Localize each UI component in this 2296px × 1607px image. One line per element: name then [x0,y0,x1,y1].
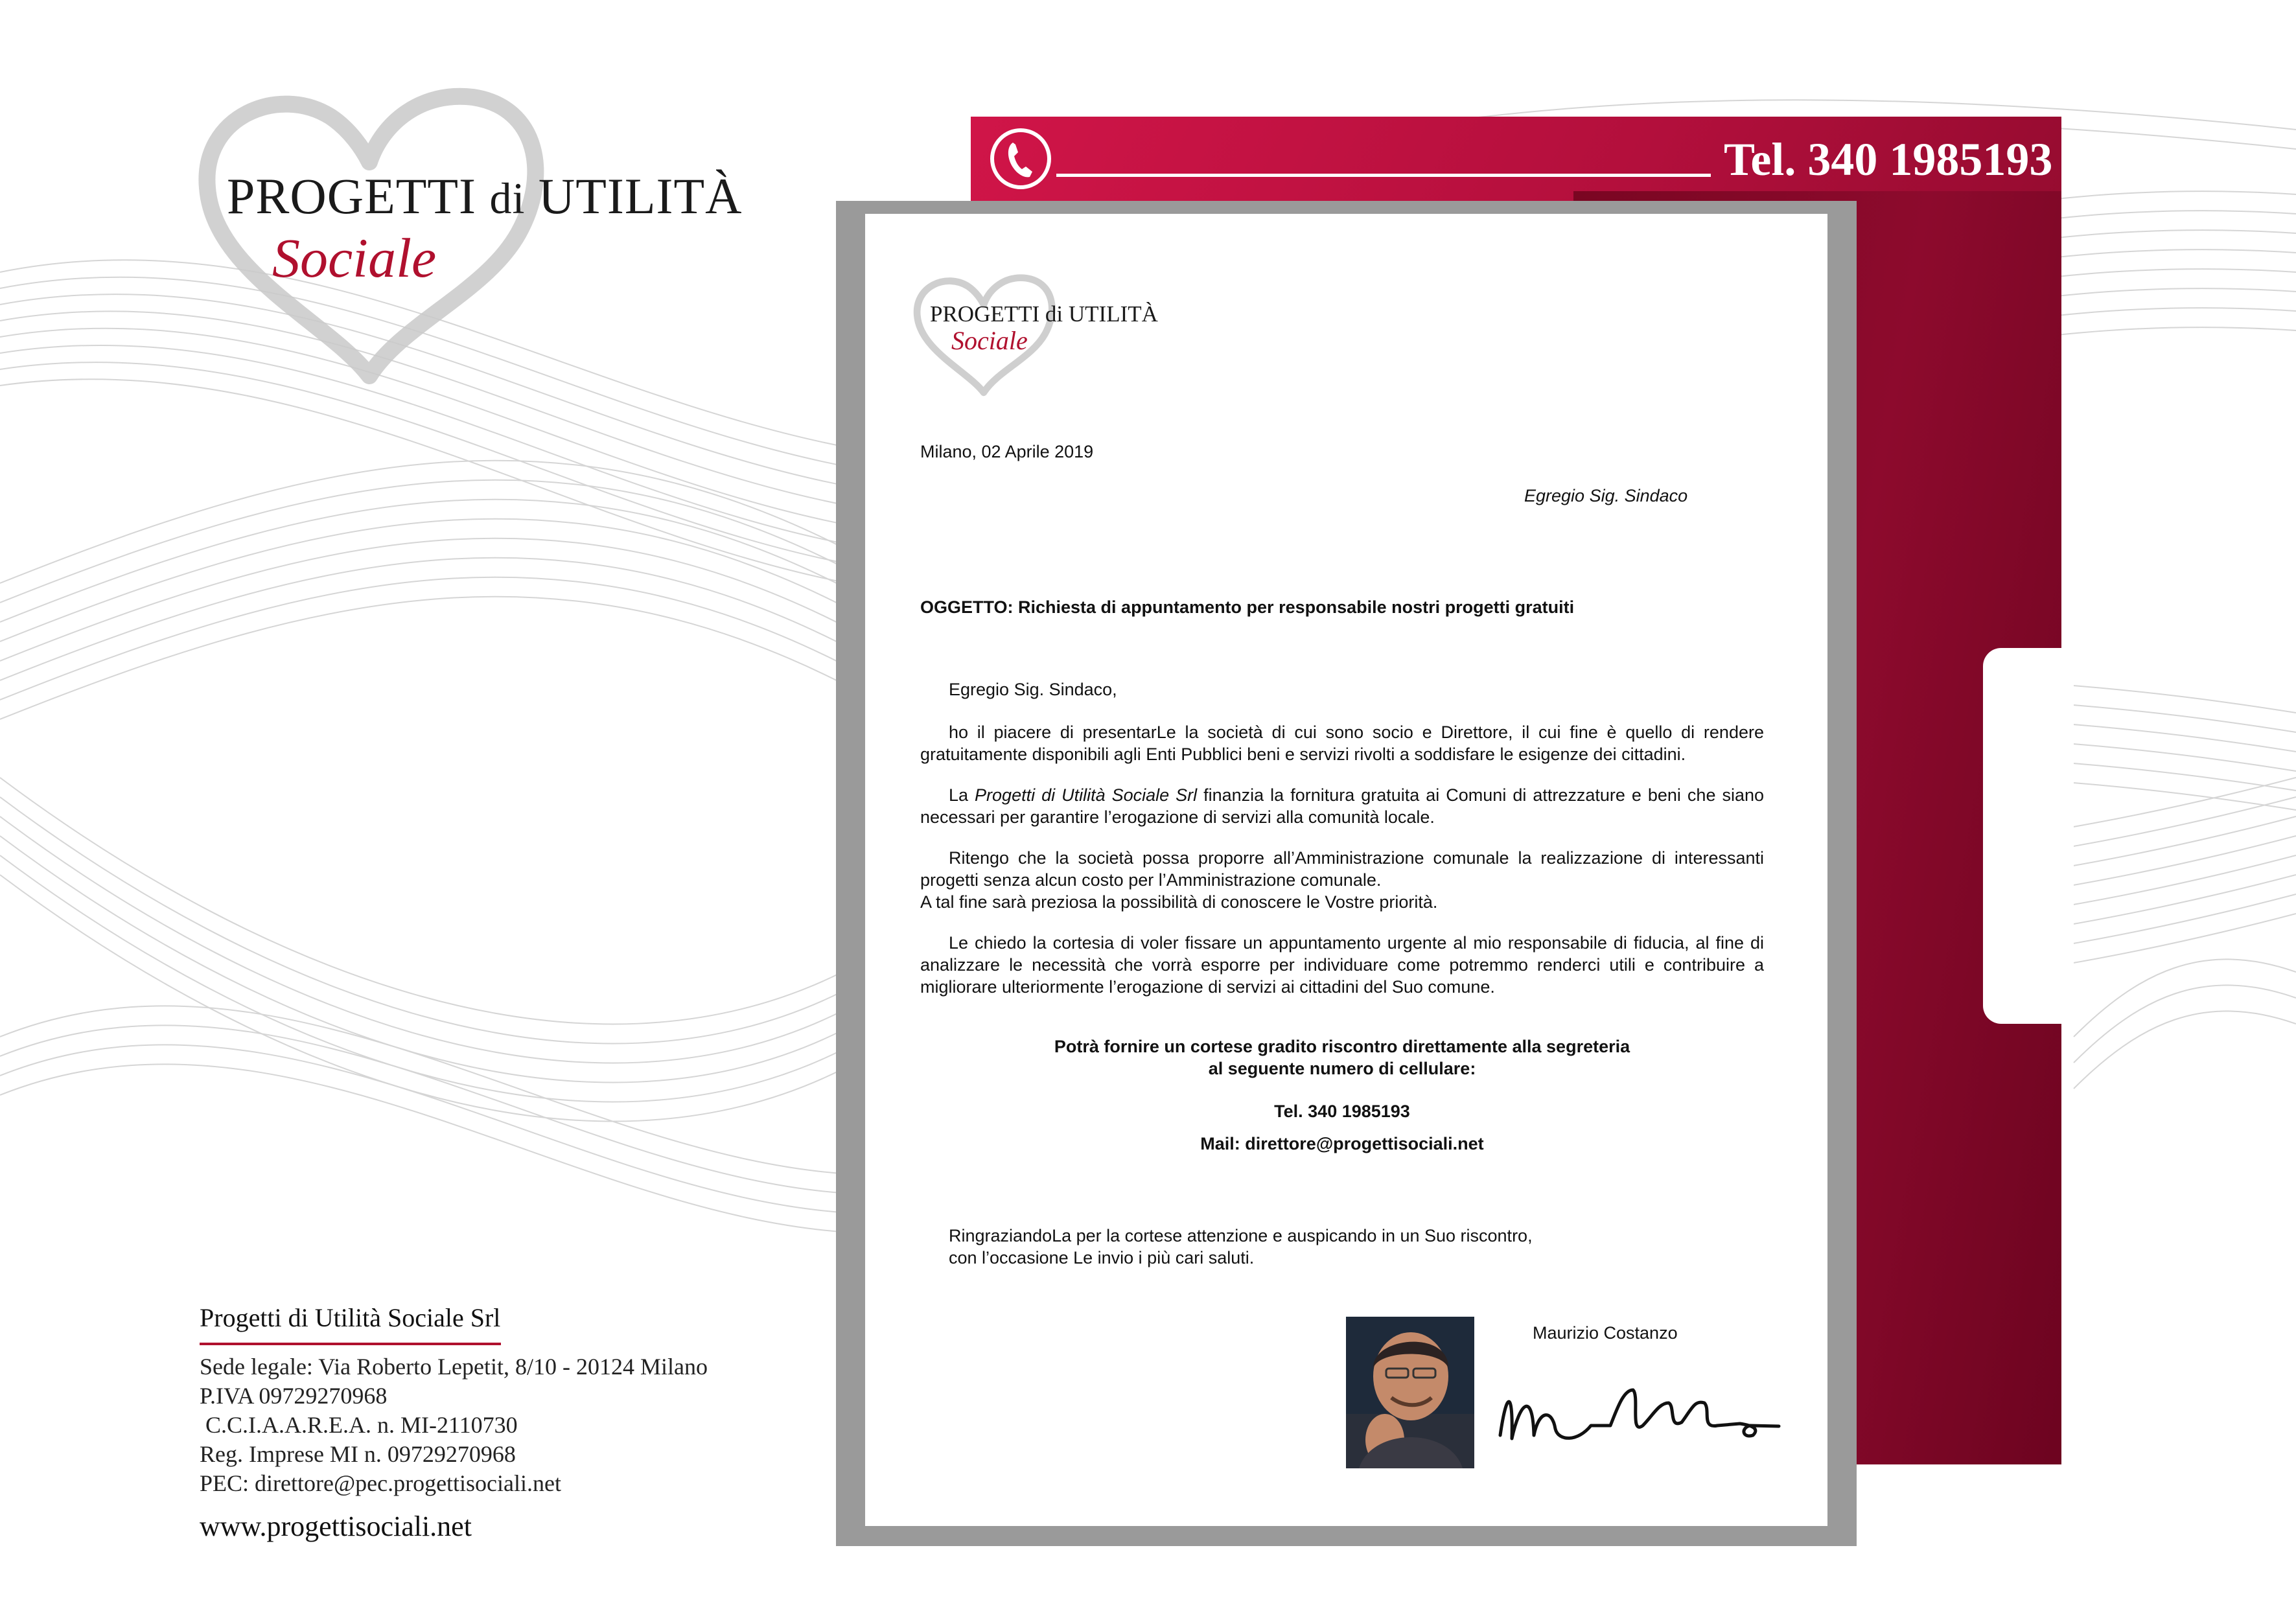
letter-paragraph-1: ho il piacere di presentarLe la società di cui sono socio e Direttore, il cui fine è quello di rendere gratuitamente disponibili agli Enti Pubblici beni e servizi rivolti a soddisfare le esigenze dei cittadini. [920,723,1764,764]
letter-recipient: Egregio Sig. Sindaco [1524,486,1688,505]
letter-brand-title: PROGETTI di UTILITÀ [930,301,1158,327]
letter-subject: OGGETTO: Richiesta di appuntamento per responsabile nostri progetti gratuiti [920,597,1575,617]
letter-brand-subtitle: Sociale [951,326,1028,355]
company-name: Progetti di Utilità Sociale Srl [200,1303,501,1332]
brand-title: PROGETTI di UTILITÀ [227,168,743,224]
letter-greeting: Egregio Sig. Sindaco, [949,680,1117,699]
letter-paragraph-2: La Progetti di Utilità Sociale Srl finanzia la fornitura gratuita ai Comuni di attrezzature e beni che siano necessari per garantire l’erogazione di servizi alla comunità locale. [920,785,1764,827]
letter-closing-2: con l’occasione Le invio i più cari saluti. [949,1248,1255,1267]
letter-paragraph-3b: A tal fine sarà preziosa la possibilità di conoscere le Vostre priorità. [920,892,1438,912]
letter-paragraph-3: Ritengo che la società possa proporre all’Amministrazione comunale la realizzazione di interessanti progetti senza alcun costo per l’Amministrazione comunale. [920,848,1764,890]
phone-rule [1056,174,1711,177]
letter-paragraph-4: Le chiedo la cortesia di voler fissare un appuntamento urgente al mio responsabile di fiducia, al fine di analizzare le necessità che vorrà esporre per individuare come potremmo renderci utili e contribuire a migliorare ulteriormente l’erogazione di servizi ai cittadini del Suo comune. [920,933,1764,997]
contact-mail[interactable]: Mail: direttore@progettisociali.net [1200,1134,1484,1153]
contact-line-2: al seguente numero di cellulare: [1208,1059,1476,1078]
company-website[interactable]: www.progettisociali.net [200,1510,472,1542]
letter [865,214,1827,1526]
company-register: Reg. Imprese MI n. 09729270968 [200,1441,516,1467]
company-cciaa: C.C.I.A.A.R.E.A. n. MI-2110730 [200,1412,518,1438]
signature-icon [1494,1364,1785,1461]
contact-line-1: Potrà fornire un cortese gradito riscontro direttamente alla segreteria [1054,1037,1630,1056]
phone-icon [988,126,1053,191]
letter-date: Milano, 02 Aprile 2019 [920,442,1094,461]
company-vat: P.IVA 09729270968 [200,1383,388,1409]
folder-phone: Tel. 340 1985193 [1724,133,2053,185]
brand-subtitle: Sociale [272,227,437,289]
signer-photo [1346,1317,1474,1468]
signer-name: Maurizio Costanzo [1533,1323,1678,1343]
contact-phone: Tel. 340 1985193 [1274,1102,1410,1121]
company-pec: PEC: direttore@pec.progettisociali.net [200,1470,561,1496]
letter-closing-1: RingraziandoLa per la cortese attenzione e auspicando in un Suo riscontro, [949,1226,1533,1245]
folder-tab-cutout [1983,648,2074,1024]
company-address: Sede legale: Via Roberto Lepetit, 8/10 - 20124 Milano [200,1354,708,1380]
company-divider [200,1343,501,1345]
